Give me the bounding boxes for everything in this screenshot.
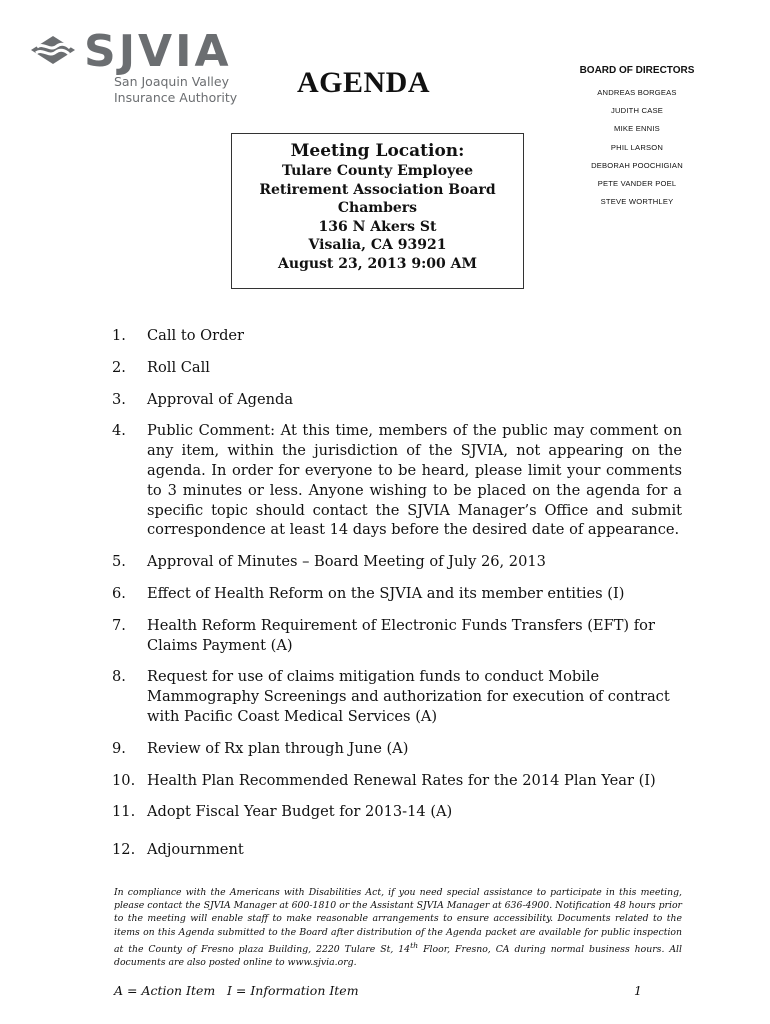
agenda-item-number: 4. [112,422,126,440]
agenda-item [112,771,682,791]
meeting-location-box [231,133,524,289]
agenda-item-text: Roll Call [147,358,210,376]
board-of-directors [548,64,726,211]
board-member: MIKE ENNIS [614,124,660,134]
page-title: AGENDA [297,66,431,99]
agenda-item-number: 5. [112,553,126,571]
page-number: 1 [634,983,642,998]
ada-note-text: In compliance with the Americans with Disabilities Act, if you need special assistance to participate in this meeting, please contact the SJVIA Manager at 600-1810 or the Assistant SJVIA Manager at 636-4900. Notification 48 hours prior to the meeting will enable staff to make reasonable arrangements to ensure accessibility. Documents related to the items on this Agenda submitted to the Board after distribution of the Agenda packet are available for public inspection at the County of Fresno plaza Building, 2220 Tulare St, 14 [114,887,682,955]
agenda-item-number: 12. [112,841,136,859]
agenda-item-text: Effect of Health Reform on the SJVIA and its member entities (I) [147,584,625,602]
agenda-item-text: Adjournment [147,841,244,859]
logo-mark-icon [28,34,78,68]
agenda-item-number: 10. [112,771,136,789]
board-heading: BOARD OF DIRECTORS [579,65,695,76]
agenda-item [112,421,682,540]
agenda-item [112,326,682,346]
agenda-item-number: 9. [112,739,126,757]
agenda-item-number: 11. [112,803,136,821]
ada-note-text: Floor, Fresno, CA during normal business hours. All documents are also posted online to www.sjvia.org. [114,943,682,969]
agenda-item-text: Public Comment: At this time, members of the public may comment on any item, within the jurisdiction of the SJVIA, not appearing on the agenda. In order for everyone to be heard, please limit your comments to 3 minutes or less. Anyone wishing to be placed on the agenda for a specific topic should contact the SJVIA Manager’s Office and submit correspondence at least 14 days before the desired date of appearance. [147,422,682,539]
agenda-item-text: Review of Rx plan through June (A) [147,739,409,757]
location-line: August 23, 2013 9:00 AM [278,255,477,272]
board-member: ANDREAS BORGEAS [597,88,677,97]
legend-information-item: I = Information Item [227,983,359,998]
agenda-item [112,552,682,572]
location-line: Visalia, CA 93921 [308,237,447,253]
agenda-item-text: Approval of Agenda [147,390,294,408]
meeting-location-heading: Meeting Location: [290,141,465,161]
agenda-item-number: 3. [112,390,126,408]
location-line: 136 N Akers St [318,218,437,235]
agenda-item-text: Request for use of claims mitigation funds to conduct Mobile Mammography Screenings and authorization for execution of contract with Pacific Coast Medical Services (A) [147,668,670,725]
agenda-item-number: 8. [112,668,126,686]
agenda-item-text: Health Reform Requirement of Electronic Funds Transfers (EFT) for Claims Payment (A) [147,616,655,654]
board-member: PETE VANDER POEL [597,179,677,189]
agenda-item-number: 7. [112,616,126,634]
agenda-item-text: Health Plan Recommended Renewal Rates for the 2014 Plan Year (I) [147,771,656,789]
board-member: STEVE WORTHLEY [600,197,674,207]
agenda-items [112,326,682,872]
logo-subtitle: San Joaquin Valley Insurance Authority [114,74,238,105]
agenda-item-text: Approval of Minutes – Board Meeting of July 26, 2013 [147,553,546,571]
board-member: JUDITH CASE [611,106,663,116]
agenda-item-text: Adopt Fiscal Year Budget for 2013-14 (A) [147,803,453,821]
agenda-item [112,802,682,822]
board-member: PHIL LARSON [610,142,664,152]
location-line: Tulare County Employee [281,163,474,179]
logo-wordmark: SJVIA [84,26,232,77]
agenda-item [112,840,682,860]
agenda-item [112,739,682,759]
sjvia-logo [28,26,268,110]
agenda-item-text: Call to Order [147,327,245,344]
ada-note-superscript: th [410,940,419,950]
agenda-item [112,616,682,656]
agenda-item [112,584,682,604]
location-line: Retirement Association Board [259,181,496,198]
board-member: DEBORAH POOCHIGIAN [591,160,683,170]
agenda-item-number: 6. [112,584,126,602]
location-line: Chambers [337,200,418,216]
agenda-item [112,390,682,410]
agenda-item [112,667,682,726]
agenda-item-number: 2. [112,358,126,376]
agenda-item [112,358,682,378]
legend-action-item: A = Action Item [114,983,216,998]
agenda-item-number: 1. [112,327,126,344]
ada-compliance-note [114,886,682,969]
